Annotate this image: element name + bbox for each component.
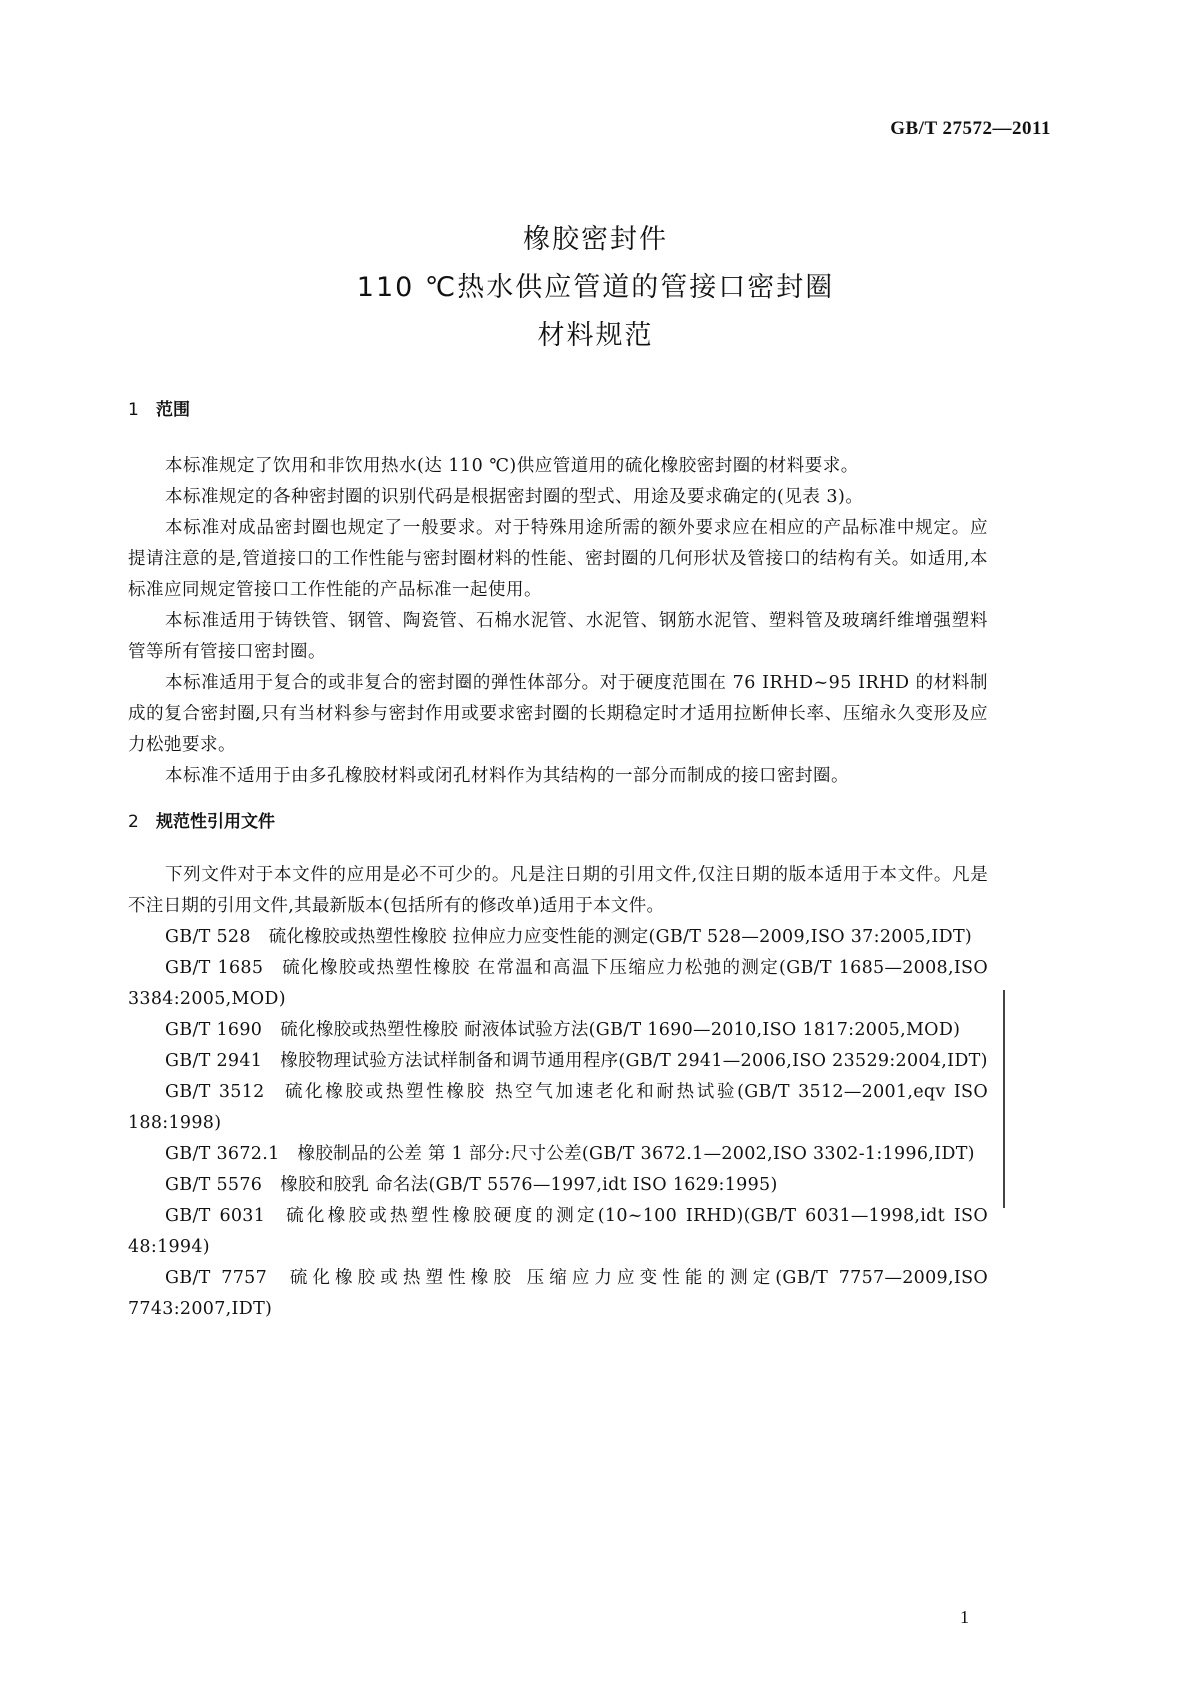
paragraph: 本标准不适用于由多孔橡胶材料或闭孔材料作为其结构的一部分而制成的接口密封圈。 xyxy=(165,766,849,786)
standard-code: GB/T 27572—2011 xyxy=(890,118,1051,139)
reference-text: 橡胶制品的公差 第 1 部分:尺寸公差(GB/T 3672.1—2002,ISO 3302-1:1996,IDT) xyxy=(297,1144,975,1164)
reference-text: 硫化橡胶或热塑性橡胶 在常温和高温下压缩应力松弛的测定(GB/T 1685—2008,ISO 3384:2005,MOD) xyxy=(128,958,988,1009)
title-line-2: 110 ℃热水供应管道的管接口密封圈 xyxy=(356,272,835,303)
reference-code: GB/T 528 xyxy=(165,927,251,947)
reference-text: 硫化橡胶或热塑性橡胶硬度的测定(10~100 IRHD)(GB/T 6031—1998,idt ISO 48:1994) xyxy=(128,1206,988,1257)
reference-text: 硫化橡胶或热塑性橡胶 拉伸应力应变性能的测定(GB/T 528—2009,ISO 37:2005,IDT) xyxy=(268,927,973,947)
reference-item xyxy=(128,1077,988,1139)
reference-code: GB/T 1685 xyxy=(165,958,264,978)
section-1-title: 范围 xyxy=(156,400,190,420)
page-number: 1 xyxy=(960,1607,969,1627)
reference-code: GB/T 3512 xyxy=(165,1082,265,1102)
reference-code: GB/T 1690 xyxy=(165,1020,263,1040)
reference-code: GB/T 7757 xyxy=(165,1268,268,1288)
paragraph: 本标准适用于铸铁管、钢管、陶瓷管、石棉水泥管、水泥管、钢筋水泥管、塑料管及玻璃纤维增强塑料管等所有管接口密封圈。 xyxy=(128,611,988,662)
section-2-heading xyxy=(128,807,275,832)
references-intro: 下列文件对于本文件的应用是必不可少的。凡是注日期的引用文件,仅注日期的版本适用于本文件。凡是不注日期的引用文件,其最新版本(包括所有的修改单)适用于本文件。 xyxy=(128,865,988,916)
reference-item xyxy=(128,1015,988,1046)
reference-item xyxy=(128,1263,988,1325)
reference-item xyxy=(128,1170,988,1201)
reference-text: 橡胶和胶乳 命名法(GB/T 5576—1997,idt ISO 1629:1995) xyxy=(280,1175,778,1195)
paragraph: 本标准对成品密封圈也规定了一般要求。对于特殊用途所需的额外要求应在相应的产品标准中规定。应提请注意的是,管道接口的工作性能与密封圈材料的性能、密封圈的几何形状及管接口的结构有关。如适用,本标准应同规定管接口工作性能的产品标准一起使用。 xyxy=(128,518,988,600)
reference-text: 橡胶物理试验方法试样制备和调节通用程序(GB/T 2941—2006,ISO 23529:2004,IDT) xyxy=(280,1051,988,1071)
title-line-1: 橡胶密封件 xyxy=(523,224,668,255)
normative-references xyxy=(128,860,988,1325)
reference-item xyxy=(128,922,988,953)
reference-code: GB/T 2941 xyxy=(165,1051,263,1071)
title-line-3: 材料规范 xyxy=(537,320,654,351)
reference-text: 硫化橡胶或热塑性橡胶 压缩应力应变性能的测定(GB/T 7757—2009,ISO 7743:2007,IDT) xyxy=(128,1268,988,1319)
section-1-heading xyxy=(128,395,190,420)
paragraph: 本标准适用于复合的或非复合的密封圈的弹性体部分。对于硬度范围在 76 IRHD~95 IRHD 的材料制成的复合密封圈,只有当材料参与密封作用或要求密封圈的长期稳定时才适用拉断伸长率、压缩永久变形及应力松弛要求。 xyxy=(128,673,988,755)
reference-item xyxy=(128,1139,988,1170)
reference-item xyxy=(128,1201,988,1263)
section-2-title: 规范性引用文件 xyxy=(156,812,275,832)
reference-item xyxy=(128,1046,988,1077)
revision-bar xyxy=(1003,990,1005,1208)
section-1-body xyxy=(128,451,988,792)
reference-text: 硫化橡胶或热塑性橡胶 热空气加速老化和耐热试验(GB/T 3512—2001,eqv ISO 188:1998) xyxy=(128,1082,988,1133)
reference-code: GB/T 3672.1 xyxy=(165,1144,280,1164)
document-title xyxy=(0,216,1191,360)
reference-text: 硫化橡胶或热塑性橡胶 耐液体试验方法(GB/T 1690—2010,ISO 1817:2005,MOD) xyxy=(280,1020,961,1040)
paragraph: 本标准规定的各种密封圈的识别代码是根据密封圈的型式、用途及要求确定的(见表 3)。 xyxy=(165,487,864,507)
reference-code: GB/T 5576 xyxy=(165,1175,263,1195)
reference-item xyxy=(128,953,988,1015)
paragraph: 本标准规定了饮用和非饮用热水(达 110 ℃)供应管道用的硫化橡胶密封圈的材料要求。 xyxy=(165,456,859,476)
reference-code: GB/T 6031 xyxy=(165,1206,266,1226)
section-1-number: 1 xyxy=(128,400,139,420)
section-2-number: 2 xyxy=(128,812,139,832)
